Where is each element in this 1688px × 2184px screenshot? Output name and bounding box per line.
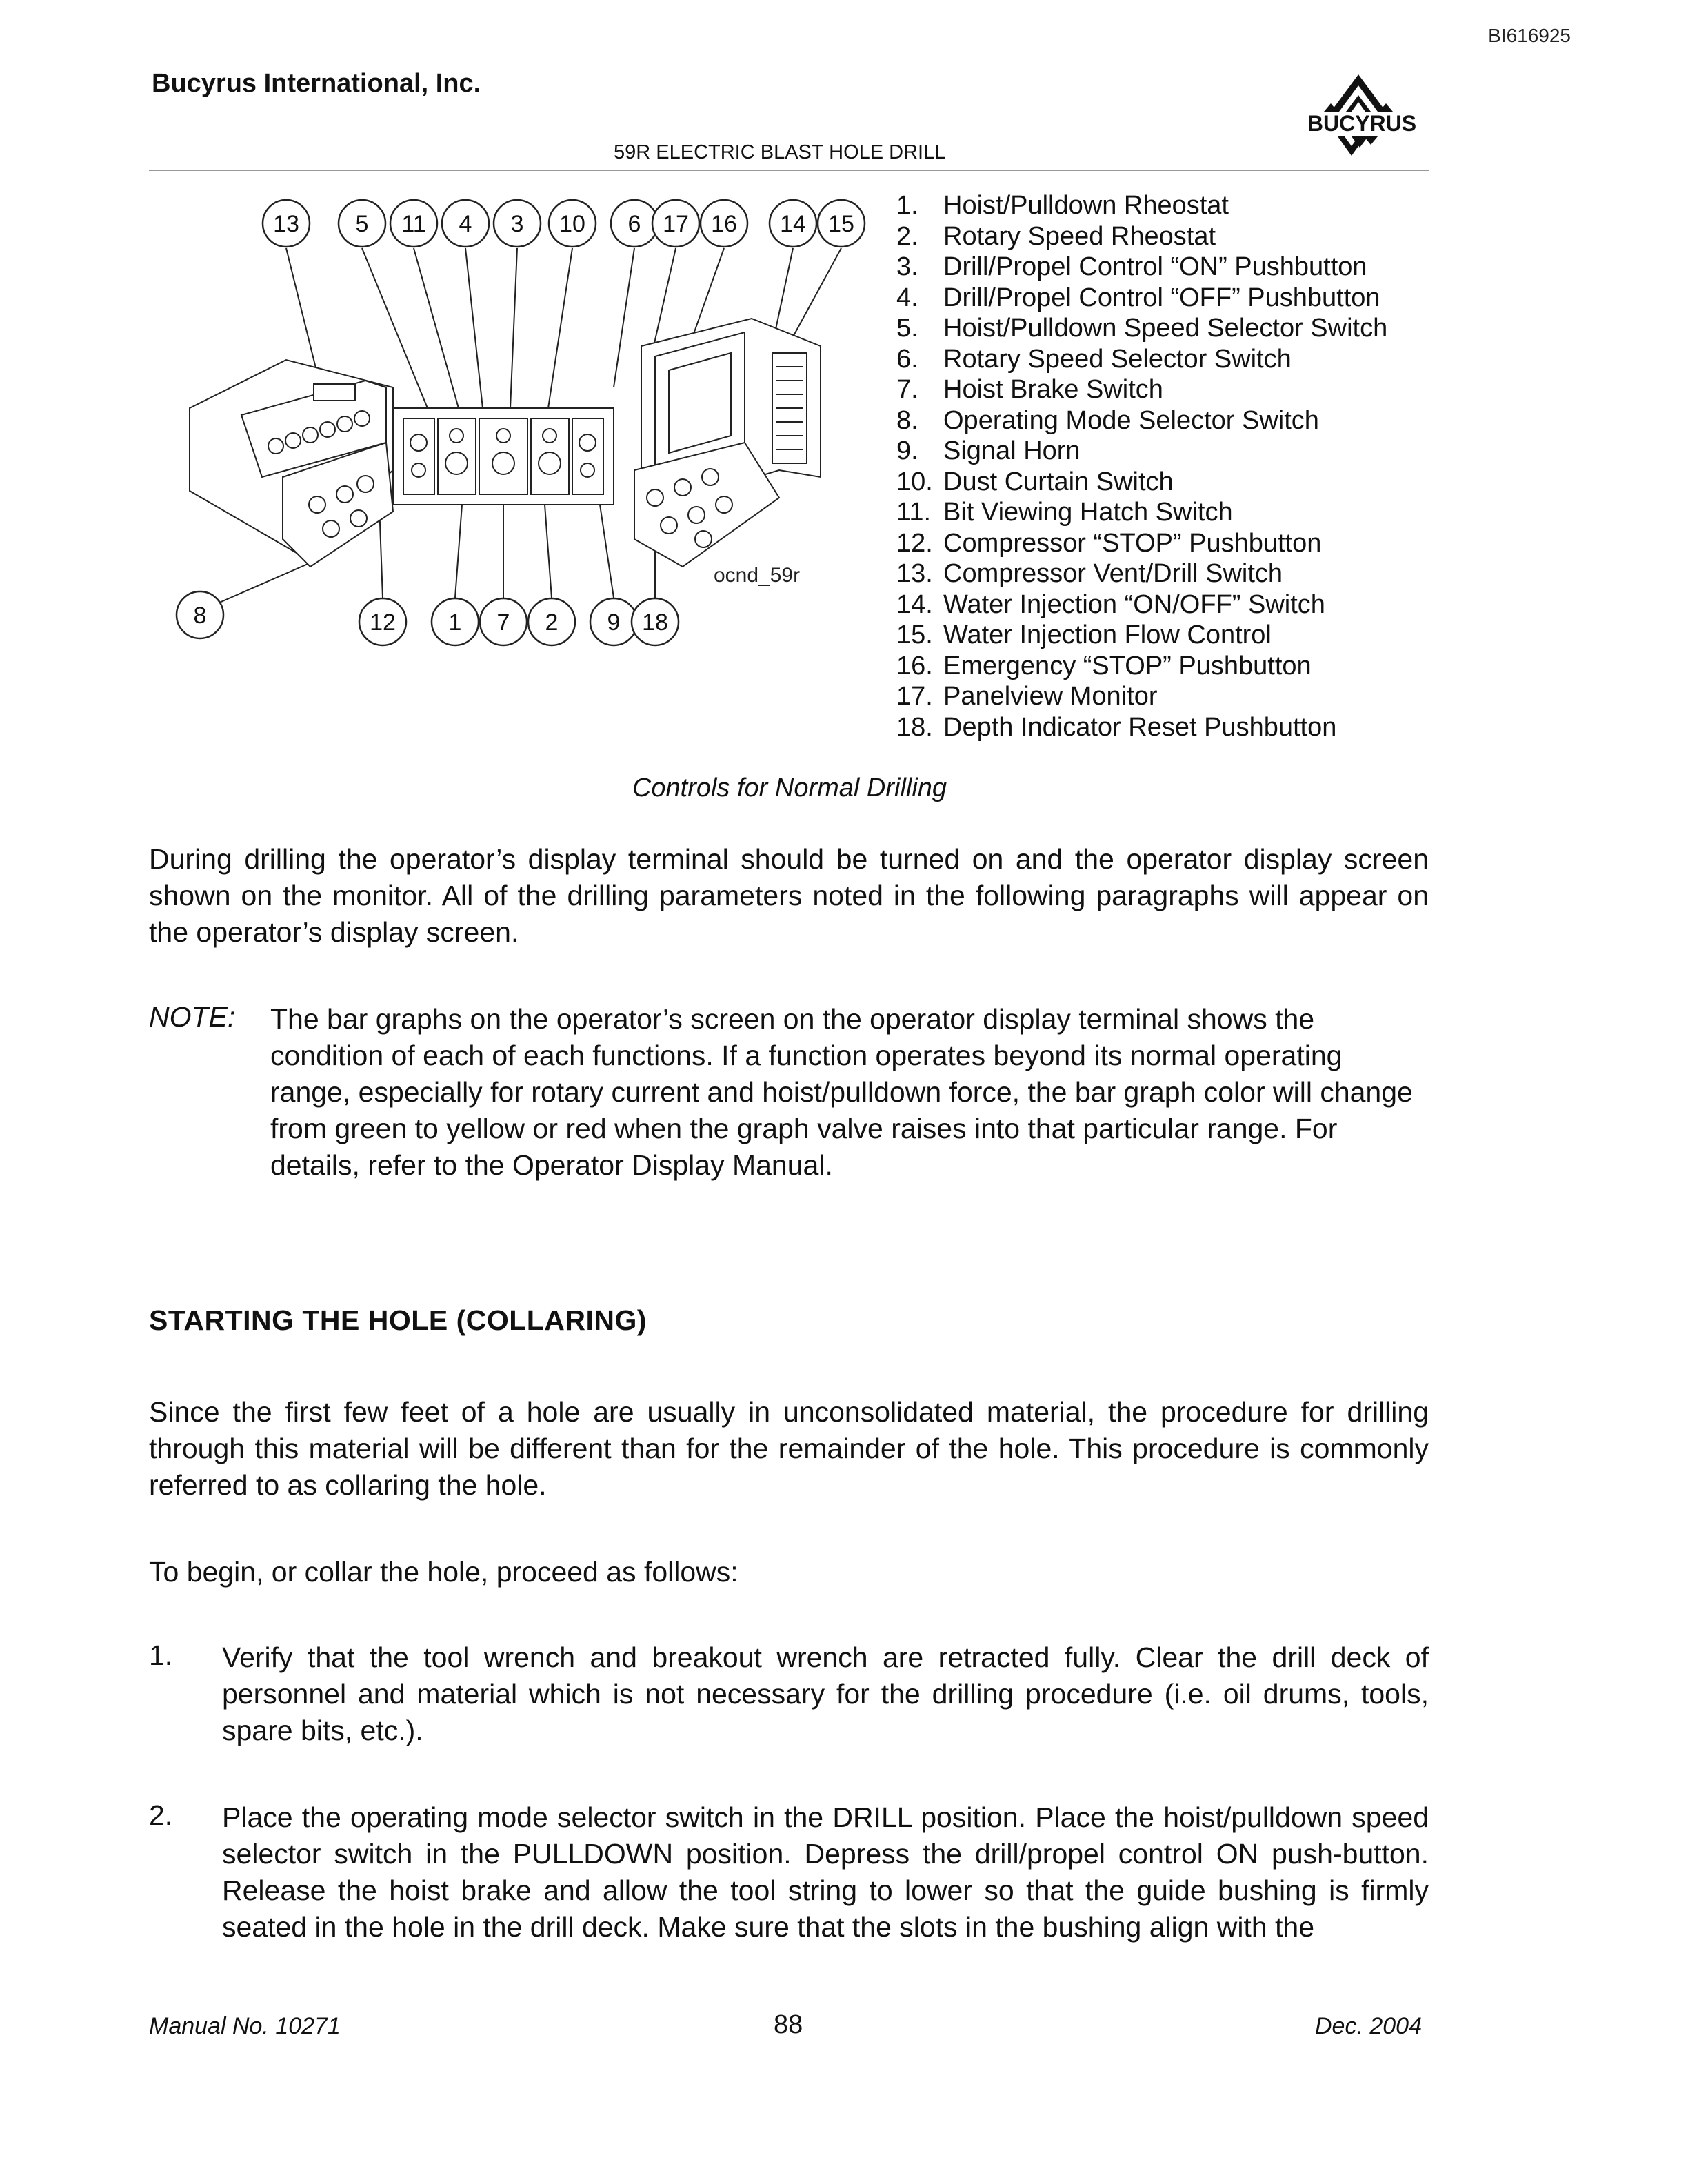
callout-number: 14	[780, 211, 806, 237]
header-rule	[149, 170, 1429, 171]
control-panel-diagram	[159, 181, 854, 705]
legend-item	[896, 436, 1387, 467]
figure-legend	[896, 190, 1387, 742]
document-subtitle: 59R ELECTRIC BLAST HOLE DRILL	[614, 141, 946, 163]
legend-item-number: 9.	[896, 436, 918, 465]
legend-item	[896, 344, 1387, 375]
legend-item	[896, 405, 1387, 436]
callout-number: 9	[607, 609, 621, 636]
step-text: Verify that the tool wrench and breakout wrench are retracted fully. Clear the drill deck of personnel and material which is not necessary for the drilling procedure (i.e. oil drums, tools, spare bits, etc.).	[222, 1641, 1429, 1746]
legend-item-number: 16.	[896, 651, 933, 680]
document-id: BI616925	[1488, 25, 1571, 46]
legend-item-label: Depth Indicator Reset Pushbutton	[943, 712, 1337, 742]
callouts-top	[263, 200, 865, 247]
legend-item-number: 1.	[896, 191, 918, 220]
callout-10	[549, 200, 596, 247]
callout-number: 2	[545, 609, 559, 636]
bucyrus-logo	[1283, 69, 1441, 159]
legend-item-label: Operating Mode Selector Switch	[943, 405, 1319, 435]
callouts-bottom	[359, 598, 679, 645]
callout-8	[177, 592, 223, 638]
legend-item-label: Water Injection “ON/OFF” Switch	[943, 589, 1325, 619]
callout-number: 13	[273, 211, 299, 237]
callout-17	[652, 200, 699, 247]
legend-item	[896, 558, 1387, 589]
step-text: Place the operating mode selector switch in the DRILL position. Place the hoist/pulldown speed selector switch in the PULLDOWN position. Depress the drill/propel control ON push-button. Release the hoist brake and allow the tool string to lower so that the guide bushing is firmly seated in the hole in the drill deck. Make sure that the slots in the bushing align with the	[222, 1801, 1429, 1943]
step-number: 2.	[149, 1799, 173, 1831]
callout-number: 10	[559, 211, 585, 237]
legend-item	[896, 283, 1387, 314]
callout-5	[339, 200, 385, 247]
note-label: NOTE:	[149, 1001, 236, 1033]
legend-item	[896, 620, 1387, 651]
callout-9	[590, 598, 637, 645]
company-name: Bucyrus International, Inc.	[152, 69, 481, 98]
callout-number: 15	[828, 211, 854, 237]
legend-item-number: 3.	[896, 252, 918, 281]
callout-3	[494, 200, 541, 247]
note-text: The bar graphs on the operator’s screen on the operator display terminal shows the condition of each of each functions. If a function operates beyond its normal operating range, especially for rotary current and hoist/pulldown force, the bar graph color will change from green to yellow or red when the graph valve raises into that particular range. For details, refer to the Operator Display Manual.	[270, 1003, 1413, 1181]
legend-item-label: Emergency “STOP” Pushbutton	[943, 651, 1312, 680]
callout-1	[432, 598, 479, 645]
callout-number: 3	[510, 211, 524, 237]
legend-item	[896, 712, 1387, 743]
figure-caption: Controls for Normal Drilling	[632, 774, 947, 802]
callout-4	[442, 200, 489, 247]
callout-12	[359, 598, 406, 645]
legend-item	[896, 681, 1387, 712]
legend-item	[896, 221, 1387, 252]
section-intro-paragraph: Since the first few feet of a hole are usually in unconsolidated material, the procedure for drilling through this material will be different than for the remainder of the hole. This procedure is commonly referred to as collaring the hole.	[149, 1396, 1429, 1501]
callout-number: 11	[401, 211, 426, 237]
callout-number: 4	[459, 211, 472, 237]
legend-item-label: Drill/Propel Control “ON” Pushbutton	[943, 252, 1367, 281]
legend-item-number: 12.	[896, 528, 933, 558]
callout-number: 18	[642, 609, 668, 636]
legend-item	[896, 651, 1387, 682]
legend-item-number: 5.	[896, 314, 918, 343]
callout-number: 1	[448, 609, 462, 636]
callout-number: 8	[193, 603, 207, 629]
footer-page-number: 88	[774, 2010, 803, 2039]
callout-6	[611, 200, 658, 247]
section-heading: STARTING THE HOLE (COLLARING)	[149, 1304, 647, 1336]
legend-item	[896, 374, 1387, 405]
legend-item-label: Drill/Propel Control “OFF” Pushbutton	[943, 283, 1380, 312]
callout-left	[177, 592, 223, 638]
legend-item-number: 17.	[896, 682, 933, 711]
step-number: 1.	[149, 1639, 173, 1671]
callout-18	[632, 598, 679, 645]
legend-item-label: Rotary Speed Selector Switch	[943, 344, 1292, 374]
legend-item-number: 10.	[896, 467, 933, 496]
legend-item-number: 8.	[896, 405, 918, 435]
figure-image-label: ocnd_59r	[714, 564, 801, 587]
legend-item	[896, 190, 1387, 221]
legend-item-label: Water Injection Flow Control	[943, 620, 1272, 649]
left-console	[190, 360, 393, 567]
legend-item	[896, 313, 1387, 344]
legend-item-number: 6.	[896, 344, 918, 374]
callout-number: 12	[370, 609, 396, 636]
legend-item	[896, 252, 1387, 283]
legend-item-number: 11.	[896, 498, 932, 527]
legend-item-label: Bit Viewing Hatch Switch	[943, 498, 1233, 527]
callout-16	[701, 200, 747, 247]
footer-date: Dec. 2004	[1315, 2013, 1422, 2039]
callout-15	[818, 200, 865, 247]
callout-2	[528, 598, 575, 645]
logo-wordmark: BUCYRUS	[1307, 111, 1417, 136]
legend-item	[896, 589, 1387, 620]
callout-14	[770, 200, 816, 247]
legend-item-label: Dust Curtain Switch	[943, 467, 1174, 496]
legend-item	[896, 497, 1387, 528]
legend-item-label: Hoist Brake Switch	[943, 375, 1163, 404]
callout-number: 5	[355, 211, 369, 237]
legend-item-label: Rotary Speed Rheostat	[943, 221, 1216, 251]
intro-paragraph: During drilling the operator’s display terminal should be turned on and the operator display screen shown on the monitor. All of the drilling parameters noted in the following paragraphs will appear on the operator’s display screen.	[149, 843, 1429, 948]
callout-number: 16	[711, 211, 737, 237]
legend-item-label: Hoist/Pulldown Rheostat	[943, 191, 1229, 220]
legend-item-label: Compressor Vent/Drill Switch	[943, 559, 1283, 588]
callout-11	[390, 200, 437, 247]
legend-item-number: 13.	[896, 559, 933, 588]
callout-number: 17	[663, 211, 689, 237]
legend-item-number: 2.	[896, 221, 918, 251]
legend-item-label: Hoist/Pulldown Speed Selector Switch	[943, 314, 1388, 343]
legend-item-label: Panelview Monitor	[943, 682, 1158, 711]
callout-number: 6	[627, 211, 641, 237]
legend-item-number: 14.	[896, 589, 933, 619]
callout-7	[480, 598, 527, 645]
legend-item-number: 18.	[896, 712, 933, 742]
legend-item-label: Compressor “STOP” Pushbutton	[943, 528, 1322, 558]
lead-in-paragraph: To begin, or collar the hole, proceed as follows:	[149, 1556, 738, 1588]
legend-item-number: 7.	[896, 375, 918, 404]
legend-item-number: 15.	[896, 620, 933, 649]
callout-13	[263, 200, 310, 247]
legend-item	[896, 467, 1387, 498]
legend-item-label: Signal Horn	[943, 436, 1081, 465]
legend-item	[896, 528, 1387, 559]
legend-item-number: 4.	[896, 283, 918, 312]
footer-manual-number: Manual No. 10271	[149, 2013, 341, 2039]
callout-number: 7	[496, 609, 510, 636]
